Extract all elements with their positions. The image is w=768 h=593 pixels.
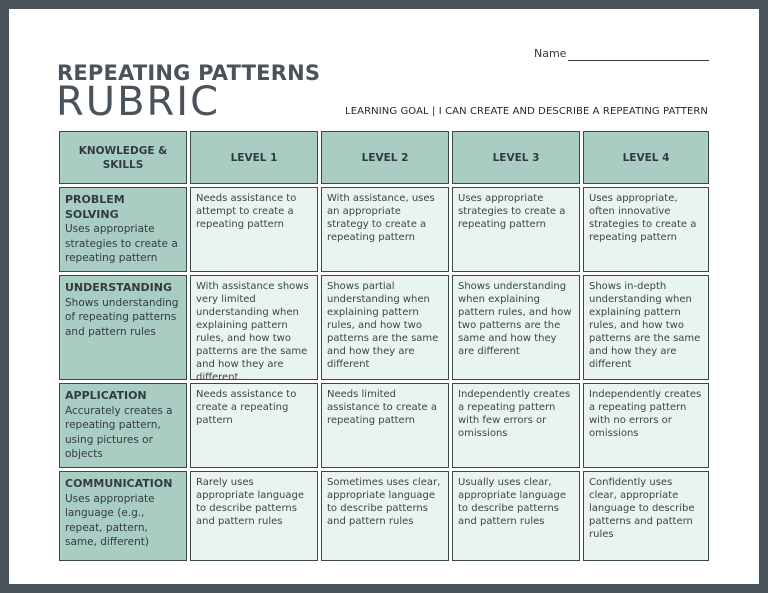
rubric-cell: Independently creates a repeating pattern with few errors or omissions [452,383,580,468]
header-level-3: LEVEL 3 [452,131,580,184]
row-header-problem-solving [59,187,187,272]
title-line-1: REPEATING PATTERNS [57,61,321,85]
worksheet-page [9,9,759,584]
row-title: UNDERSTANDING [65,281,173,294]
row-title: PROBLEM SOLVING [65,193,125,221]
rubric-cell: Sometimes uses clear, appropriate language to describe patterns and pattern rules [321,471,449,561]
rubric-cell: Needs assistance to create a repeating pattern [190,383,318,468]
header-level-4: LEVEL 4 [583,131,709,184]
rubric-table [59,131,709,573]
rubric-cell: Needs assistance to attempt to create a repeating pattern [190,187,318,272]
rubric-cell: Confidently uses clear, appropriate language to describe patterns and pattern rules [583,471,709,561]
row-description: Accurately creates a repeating pattern, using pictures or objects [65,404,173,460]
row-header-application [59,383,187,468]
row-description: Uses appropriate language (e.g., repeat, pattern, same, different) [65,492,155,548]
row-header-communication [59,471,187,561]
rubric-cell: Shows in-depth understanding when explaining pattern rules, and how two patterns are the same and how they are different [583,275,709,380]
rubric-cell: Usually uses clear, appropriate language to describe patterns and pattern rules [452,471,580,561]
row-header-understanding [59,275,187,380]
row-title: COMMUNICATION [65,477,173,490]
header-level-1: LEVEL 1 [190,131,318,184]
name-blank-line [568,60,709,61]
rubric-cell: Uses appropriate, often innovative strategies to create a repeating pattern [583,187,709,272]
row-description: Uses appropriate strategies to create a repeating pattern [65,223,178,264]
rubric-cell: With assistance, uses an appropriate strategy to create a repeating pattern [321,187,449,272]
row-title: APPLICATION [65,389,147,402]
rubric-cell: Shows understanding when explaining pattern rules, and how two patterns are the same and how they are different [452,275,580,380]
header-level-2: LEVEL 2 [321,131,449,184]
row-description: Shows understanding of repeating patterns and pattern rules [65,296,179,338]
rubric-cell: Rarely uses appropriate language to describe patterns and pattern rules [190,471,318,561]
learning-goal: LEARNING GOAL | I CAN CREATE AND DESCRIBE A REPEATING PATTERN [345,106,708,117]
rubric-cell: Needs limited assistance to create a repeating pattern [321,383,449,468]
name-label: Name [534,47,567,60]
rubric-cell: Independently creates a repeating pattern with no errors or omissions [583,383,709,468]
header-knowledge-skills: KNOWLEDGE & SKILLS [59,131,187,184]
rubric-cell: Shows partial understanding when explaining pattern rules, and how two patterns are the same and how they are different [321,275,449,380]
rubric-cell: With assistance shows very limited understanding when explaining pattern rules, and how two patterns are the same and how they are different. [190,275,318,380]
rubric-cell: Uses appropriate strategies to create a repeating pattern [452,187,580,272]
title-line-2: RUBRIC [56,79,221,125]
